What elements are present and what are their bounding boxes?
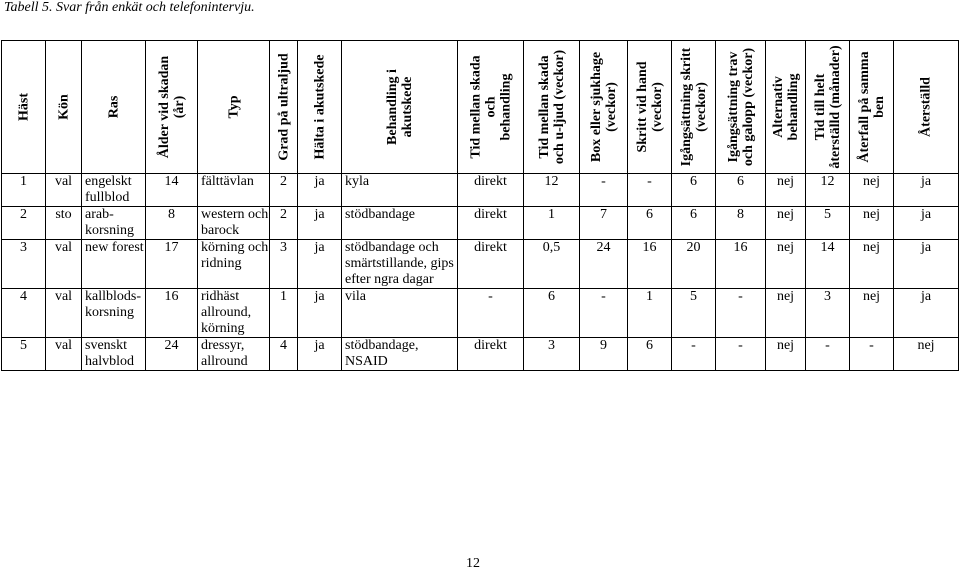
column-header-label: Ras: [106, 95, 121, 119]
column-header-label: Igångsättning skritt (veckor): [678, 47, 709, 167]
cell-tid: direkt: [458, 207, 524, 240]
column-header-label: Häst: [16, 93, 31, 121]
column-header: [146, 41, 198, 174]
cell-aterst: ja: [894, 174, 959, 207]
cell-box: 24: [580, 240, 628, 289]
column-header: [766, 41, 806, 174]
column-header: [198, 41, 270, 174]
cell-aterst-tid: 3: [806, 289, 850, 338]
cell-tid: direkt: [458, 338, 524, 371]
cell-aterst-tid: 5: [806, 207, 850, 240]
cell-box: -: [580, 289, 628, 338]
column-header: [580, 41, 628, 174]
table-caption: Tabell 5. Svar från enkät och telefonintervju.: [4, 0, 255, 15]
cell-alder: 24: [146, 338, 198, 371]
cell-skritt-hand: 1: [628, 289, 672, 338]
cell-grad: 3: [270, 240, 298, 289]
cell-beh: stödbandage, NSAID: [342, 338, 458, 371]
cell-aterst-tid: 14: [806, 240, 850, 289]
cell-ulj: 6: [524, 289, 580, 338]
cell-typ: körning och ridning: [198, 240, 270, 289]
cell-alder: 17: [146, 240, 198, 289]
cell-tid: direkt: [458, 174, 524, 207]
cell-skritt-hand: -: [628, 174, 672, 207]
cell-trav: 16: [716, 240, 766, 289]
header-row: [2, 41, 959, 174]
cell-aterst-tid: 12: [806, 174, 850, 207]
cell-ulj: 1: [524, 207, 580, 240]
column-header-label: Ålder vid skadan (år): [156, 55, 187, 159]
cell-ulj: 12: [524, 174, 580, 207]
cell-hast: 3: [2, 240, 46, 289]
cell-beh: stödbandage: [342, 207, 458, 240]
column-header: [894, 41, 959, 174]
cell-skritt: 6: [672, 174, 716, 207]
results-table: [1, 40, 959, 371]
cell-alt: nej: [766, 174, 806, 207]
column-header: [82, 41, 146, 174]
cell-box: -: [580, 174, 628, 207]
cell-typ: ridhäst allround, körning: [198, 289, 270, 338]
cell-trav: 8: [716, 207, 766, 240]
column-header: [672, 41, 716, 174]
cell-typ: dressyr, allround: [198, 338, 270, 371]
cell-tid: -: [458, 289, 524, 338]
column-header: [850, 41, 894, 174]
cell-aterfall: nej: [850, 240, 894, 289]
cell-alt: nej: [766, 240, 806, 289]
cell-beh: stödbandage och smärtstillande, gips efter ngra dagar: [342, 240, 458, 289]
cell-halta: ja: [298, 289, 342, 338]
cell-aterst: ja: [894, 207, 959, 240]
cell-aterfall: nej: [850, 174, 894, 207]
cell-hast: 5: [2, 338, 46, 371]
column-header-label: Typ: [226, 95, 241, 119]
column-header-label: Skritt vid hand (veckor): [634, 61, 665, 153]
cell-alt: nej: [766, 338, 806, 371]
cell-typ: fälttävlan: [198, 174, 270, 207]
cell-ras: kallblods-korsning: [82, 289, 146, 338]
cell-skritt-hand: 6: [628, 338, 672, 371]
table-row: [2, 289, 959, 338]
page-number: 12: [466, 556, 480, 571]
cell-aterfall: -: [850, 338, 894, 371]
column-header: [270, 41, 298, 174]
cell-aterst-tid: -: [806, 338, 850, 371]
cell-skritt: -: [672, 338, 716, 371]
table-row: [2, 174, 959, 207]
column-header-label: Grad på ultraljud: [276, 53, 291, 161]
cell-aterfall: nej: [850, 289, 894, 338]
column-header: [342, 41, 458, 174]
cell-kon: sto: [46, 207, 82, 240]
cell-kon: val: [46, 174, 82, 207]
cell-alder: 16: [146, 289, 198, 338]
column-header: [806, 41, 850, 174]
column-header-label: Tid mellan skada och u-ljud (veckor): [536, 49, 567, 165]
column-header-label: Behandling i akutskede: [384, 69, 415, 145]
column-header-label: Igångsättning trav och galopp (veckor): [725, 47, 756, 167]
cell-trav: -: [716, 289, 766, 338]
cell-ras: new forest: [82, 240, 146, 289]
column-header: [524, 41, 580, 174]
column-header: [716, 41, 766, 174]
cell-hast: 4: [2, 289, 46, 338]
column-header-label: Hälta i akutskede: [312, 54, 327, 160]
column-header-label: Återställd: [918, 77, 934, 137]
cell-hast: 1: [2, 174, 46, 207]
cell-kon: val: [46, 338, 82, 371]
table-row: [2, 207, 959, 240]
column-header: [628, 41, 672, 174]
cell-halta: ja: [298, 207, 342, 240]
cell-halta: ja: [298, 338, 342, 371]
cell-ras: arab-korsning: [82, 207, 146, 240]
cell-ras: engelskt fullblod: [82, 174, 146, 207]
cell-trav: 6: [716, 174, 766, 207]
cell-skritt: 5: [672, 289, 716, 338]
cell-aterfall: nej: [850, 207, 894, 240]
table-body: [2, 174, 959, 371]
cell-ras: svenskt halvblod: [82, 338, 146, 371]
column-header: [298, 41, 342, 174]
cell-alt: nej: [766, 289, 806, 338]
cell-halta: ja: [298, 174, 342, 207]
column-header-label: Tid mellan skada och behandling: [468, 55, 513, 159]
cell-box: 9: [580, 338, 628, 371]
cell-grad: 2: [270, 207, 298, 240]
cell-ulj: 0,5: [524, 240, 580, 289]
cell-skritt: 20: [672, 240, 716, 289]
cell-grad: 1: [270, 289, 298, 338]
cell-alt: nej: [766, 207, 806, 240]
cell-tid: direkt: [458, 240, 524, 289]
cell-trav: -: [716, 338, 766, 371]
table-row: [2, 338, 959, 371]
cell-kon: val: [46, 289, 82, 338]
column-header-label: Box eller sjukhage (veckor): [588, 51, 619, 163]
column-header: [458, 41, 524, 174]
cell-grad: 2: [270, 174, 298, 207]
cell-skritt-hand: 6: [628, 207, 672, 240]
cell-hast: 2: [2, 207, 46, 240]
cell-typ: western och barock: [198, 207, 270, 240]
column-header: [2, 41, 46, 174]
cell-grad: 4: [270, 338, 298, 371]
cell-box: 7: [580, 207, 628, 240]
cell-ulj: 3: [524, 338, 580, 371]
cell-alder: 14: [146, 174, 198, 207]
cell-skritt-hand: 16: [628, 240, 672, 289]
column-header-label: Tid till helt återställd (månader): [812, 45, 843, 169]
cell-aterst: nej: [894, 338, 959, 371]
cell-beh: kyla: [342, 174, 458, 207]
cell-halta: ja: [298, 240, 342, 289]
column-header-label: Återfall på samma ben: [856, 51, 887, 163]
table-row: [2, 240, 959, 289]
cell-beh: vila: [342, 289, 458, 338]
cell-skritt: 6: [672, 207, 716, 240]
cell-aterst: ja: [894, 240, 959, 289]
column-header-label: Kön: [56, 94, 71, 120]
column-header: [46, 41, 82, 174]
cell-alder: 8: [146, 207, 198, 240]
cell-kon: val: [46, 240, 82, 289]
cell-aterst: ja: [894, 289, 959, 338]
column-header-label: Alternativ behandling: [770, 73, 801, 141]
